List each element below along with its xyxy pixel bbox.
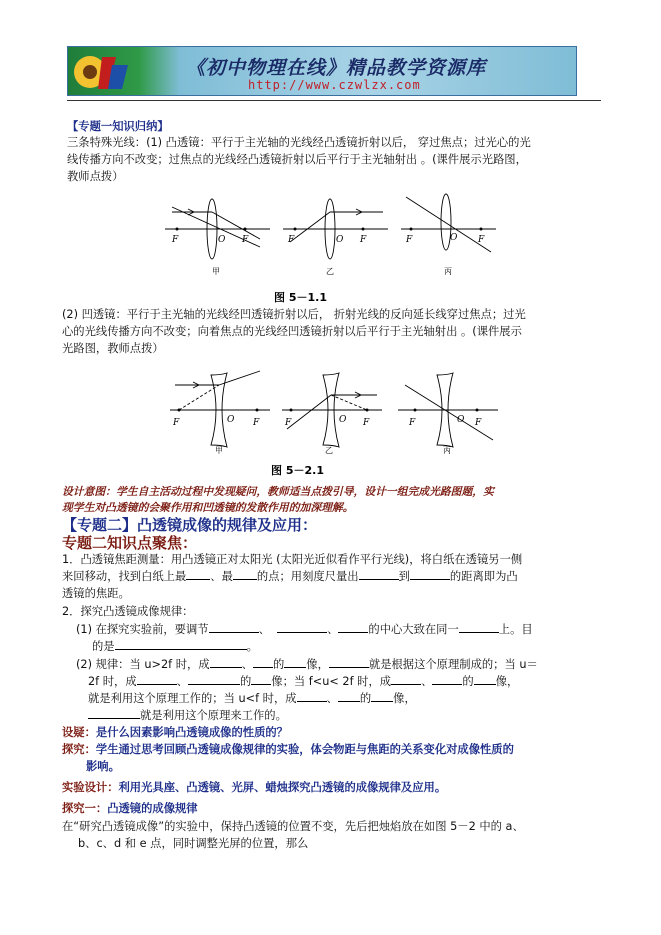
question-doubt — [62, 724, 288, 741]
header-url[interactable]: http://www.czwlzx.com — [248, 78, 421, 92]
design-text: 利用光具座、凸透镜、光屏、蜡烛探究凸透镜的成像规律及应用。 — [118, 781, 447, 794]
concave-diagram-jia — [170, 371, 270, 447]
label-f: F — [360, 235, 367, 245]
label-o: O — [450, 233, 458, 243]
blank-field[interactable] — [329, 657, 369, 668]
logo-icon — [72, 51, 132, 93]
blank-field[interactable] — [338, 622, 368, 633]
blank-field[interactable] — [297, 691, 327, 702]
explore-one-label: 探究一： — [62, 802, 108, 815]
item1-text-c: 的点；用刻度尺量出 — [256, 570, 359, 583]
blank-field[interactable] — [277, 622, 327, 633]
explore-one-text: 凸透镜的成像规律 — [107, 802, 198, 815]
final-line2: b、c、d 和 e 点，同时调整光屏的位置，那么 — [78, 837, 309, 850]
header-title: 《初中物理在线》精品教学资源库 — [186, 57, 487, 79]
sub2-line3 — [88, 690, 416, 707]
label-f: F — [406, 235, 413, 245]
item1-text-e: 的距离即为凸 — [449, 570, 518, 583]
blank-field[interactable] — [210, 657, 242, 668]
label-f: F — [409, 418, 416, 428]
label-bing: 丙 — [444, 267, 452, 276]
sub2-text-g: 像；当 f<u< 2f 时，成 — [271, 675, 392, 688]
blank-field[interactable] — [253, 657, 273, 668]
sub2-text-k: 就是利用这个原理来工作的。 — [140, 709, 287, 722]
sub2-text-j: 像， — [393, 692, 416, 705]
sub1-line1 — [76, 621, 533, 638]
blank-field[interactable] — [338, 691, 360, 702]
item1-text-d: 到 — [398, 570, 410, 583]
sub1-sep: 、 — [327, 623, 339, 636]
label-o: O — [336, 235, 344, 245]
design-intent-line2: 现学生对凸透镜的会聚作用和凹透镜的发散作用的加深理解。 — [62, 501, 354, 514]
label-o: O — [457, 415, 465, 425]
sub2-text-b: 、 — [176, 675, 188, 688]
blank-field[interactable] — [432, 674, 462, 685]
item1-text-a: 来回移动，找到白纸上最 — [62, 570, 187, 583]
figure1-caption: 图 5－1.1 — [274, 291, 327, 304]
sub2-text-b: 、 — [326, 692, 338, 705]
label-f: F — [285, 418, 292, 428]
sub2-line2 — [88, 673, 518, 690]
item1-text-b: 、最 — [210, 570, 233, 583]
sub2-text-e: 就是根据这个原理制成的；当 u＝ — [368, 658, 538, 671]
section2-heading-text: 【专题二】凸透镜成像的规律及应用： — [62, 516, 318, 534]
doubt-text: 是什么因素影响凸透镜成像的性质的？ — [95, 726, 288, 739]
label-f: F — [288, 235, 295, 245]
blank-field[interactable] — [410, 569, 450, 580]
sub2-text-c: 的 — [272, 658, 285, 671]
item2-heading: 2．探究凸透镜成像规律： — [62, 605, 194, 618]
label-o: O — [218, 235, 226, 245]
label-o: O — [339, 415, 347, 425]
sub2-text-f: 2f 时，成 — [88, 675, 137, 688]
blank-field[interactable] — [137, 674, 177, 685]
blank-field[interactable] — [459, 622, 499, 633]
explore-text1: 学生通过思考回顾凸透镜成像规律的实验，体会物距与焦距的关系变化对成像性质的 — [95, 743, 514, 756]
blank-field[interactable] — [188, 674, 240, 685]
label-f: F — [478, 235, 485, 245]
sub1-text-a: (1) 在探究实验前，要调节 — [76, 623, 209, 636]
explore-label: 探究： — [62, 743, 96, 756]
sub1-text-b: 的中心大致在同一 — [368, 623, 459, 636]
sec1-line3: 教师点拨） — [67, 170, 124, 183]
section2-subheading: 专题二知识点聚焦： — [62, 534, 198, 552]
design-intent-line1: 设计意图：学生自主活动过程中发现疑问，教师适当点拨引导，设计一组完成光路图题，实 — [62, 485, 494, 498]
blank-field[interactable] — [209, 622, 259, 633]
concave-diagram-bing — [398, 373, 498, 447]
sub1-end: 。 — [246, 640, 258, 653]
blank-field[interactable] — [391, 674, 421, 685]
label-f: F — [363, 418, 370, 428]
item1-line3: 透镜的焦距。 — [62, 587, 130, 600]
label-f: F — [172, 235, 179, 245]
label-bing: 丙 — [443, 446, 451, 455]
concave-lens-figure — [165, 365, 500, 455]
blank-field[interactable] — [359, 569, 399, 580]
experiment-design — [62, 779, 446, 796]
explore-text2: 影响。 — [86, 760, 120, 773]
blank-field[interactable] — [284, 657, 306, 668]
concave-line3: 光路图，教师点拨） — [62, 342, 164, 355]
label-f: F — [475, 418, 482, 428]
item1-line2 — [62, 568, 518, 585]
section1-heading: 【专题一知识归纳】 — [67, 120, 169, 133]
blank-field[interactable] — [251, 674, 271, 685]
label-f: F — [253, 418, 260, 428]
label-jia: 甲 — [212, 267, 220, 276]
sub2-text-c: 的 — [359, 692, 372, 705]
sub2-text-b: 、 — [241, 658, 253, 671]
sub2-text-h: 像， — [495, 675, 519, 688]
sub1-text-d: 的是 — [92, 640, 115, 653]
label-jia: 甲 — [215, 446, 223, 455]
sub2-text-c: 的 — [462, 675, 474, 688]
sub2-line4 — [88, 707, 287, 724]
sec1-line2: 线传播方向不改变；过焦点的光线经凸透镜折射以后平行于主光轴射出 。(课件展示光路图， — [67, 153, 527, 166]
concave-line2: 心的光线传播方向不改变；向着焦点的光线经凹透镜折射以后平行于主光轴射出 。(课件展示 — [62, 325, 522, 338]
sub1-line2 — [92, 638, 258, 655]
sub2-text-a: (2) 规律：当 u>2f 时，成 — [76, 658, 210, 671]
label-yi: 乙 — [325, 446, 333, 455]
blank-field[interactable] — [233, 569, 257, 580]
question-explore — [62, 741, 514, 758]
sub2-text-c: 的 — [239, 675, 252, 688]
convex-lens-figure — [160, 192, 500, 282]
explore-one — [62, 800, 198, 817]
sub2-text-d: 像， — [306, 658, 329, 671]
sub1-text-c: 上。目 — [498, 623, 533, 636]
header-divider — [67, 100, 601, 101]
doubt-label: 设疑： — [62, 726, 96, 739]
blank-field[interactable] — [186, 569, 210, 580]
blank-field[interactable] — [115, 639, 247, 650]
design-label: 实验设计： — [62, 781, 119, 794]
label-f: F — [173, 418, 180, 428]
final-line1: 在“研究凸透镜成像”的实验中，保持凸透镜的位置不变，先后把烛焰放在如图 5－2 中的 a、 — [62, 820, 524, 833]
item1-line1: 1．凸透镜焦距测量：用凸透镜正对太阳光 (太阳光近似看作平行光线)，将白纸在透镜另一侧 — [62, 553, 523, 566]
convex-diagram-jia — [165, 199, 270, 259]
sub2-text-i: 就是利用这个原理工作的；当 u<f 时，成 — [88, 692, 297, 705]
blank-field[interactable] — [474, 674, 496, 685]
label-yi: 乙 — [326, 267, 334, 276]
sub2-line1 — [76, 656, 538, 673]
concave-line1: (2) 凹透镜：平行于主光轴的光线经凹透镜折射以后， 折射光线的反向延长线穿过焦点；过光 — [62, 308, 526, 321]
figure2-caption: 图 5－2.1 — [271, 464, 324, 477]
label-f: F — [242, 235, 249, 245]
sub1-sep: 、 — [258, 623, 270, 636]
sub2-text-b: 、 — [421, 675, 433, 688]
convex-diagram-yi — [283, 199, 388, 259]
blank-field[interactable] — [371, 691, 393, 702]
header-banner — [67, 46, 577, 96]
blank-field[interactable] — [88, 708, 140, 719]
sec1-line1: 三条特殊光线：(1) 凸透镜：平行于主光轴的光线经凸透镜折射以后， 穿过焦点；过光心的光 — [67, 136, 531, 149]
label-o: O — [227, 415, 235, 425]
